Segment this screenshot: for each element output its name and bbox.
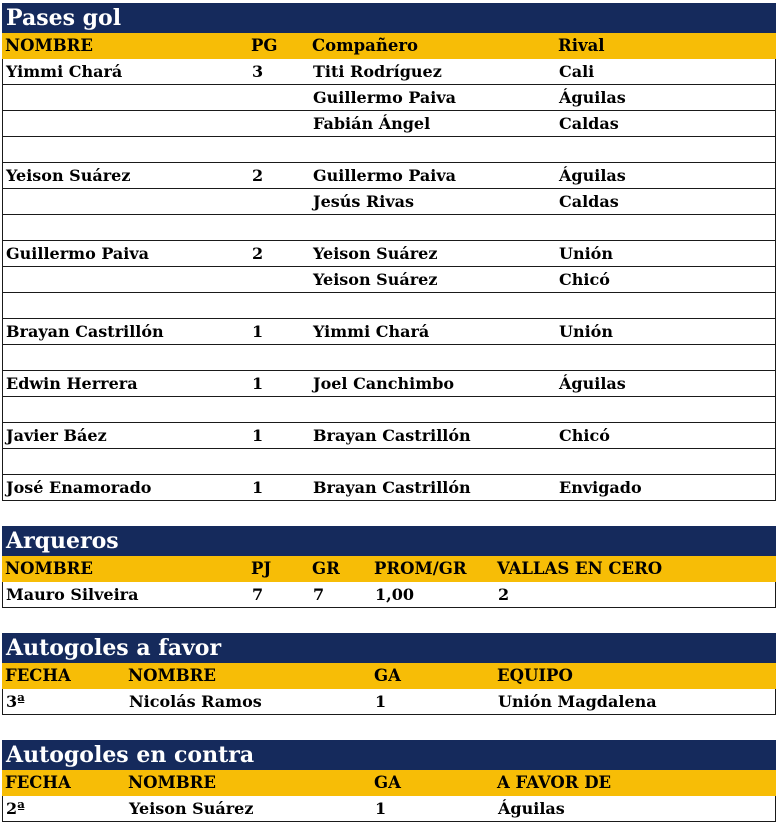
table-cell: Chicó <box>559 270 610 289</box>
table-cell: Brayan Castrillón <box>313 478 471 497</box>
column-header-nombre: NOMBRE <box>5 559 93 578</box>
table-row <box>2 319 776 345</box>
column-header-vallas-en-cero: VALLAS EN CERO <box>497 559 663 578</box>
table-row <box>2 267 776 293</box>
table-cell: Guillermo Paiva <box>313 166 457 185</box>
table-cell: Yeison Suárez <box>6 166 131 185</box>
table-cell: Nicolás Ramos <box>129 692 262 711</box>
table-cell: 1 <box>375 692 387 711</box>
table-cell: Yeison Suárez <box>313 270 438 289</box>
column-header-rival: Rival <box>558 36 605 55</box>
table-row <box>2 189 776 215</box>
table-cell: Brayan Castrillón <box>313 426 471 445</box>
table-cell: Guillermo Paiva <box>313 88 457 107</box>
column-header-nombre: NOMBRE <box>128 773 216 792</box>
table-cell: 1 <box>375 799 387 818</box>
table-cell: José Enamorado <box>6 478 152 497</box>
table-cell: Envigado <box>559 478 642 497</box>
table-cell: 1 <box>252 322 264 341</box>
table-cell: Unión <box>559 244 613 263</box>
table-cell: Yimmi Chará <box>313 322 430 341</box>
table-row <box>2 423 776 449</box>
header-row <box>2 33 776 59</box>
table-row <box>2 85 776 111</box>
table-cell: Yeison Suárez <box>129 799 254 818</box>
table-cell: 3 <box>252 62 264 81</box>
table-cell: Javier Báez <box>6 426 107 445</box>
section-title: Pases gol <box>2 3 776 33</box>
header-row <box>2 663 776 689</box>
table-cell: 2 <box>498 585 510 604</box>
table-row <box>2 689 776 715</box>
column-header-gr: GR <box>312 559 340 578</box>
table-cell: Águilas <box>559 166 626 185</box>
table-row <box>2 111 776 137</box>
autogoles-contra-table <box>2 740 776 822</box>
table-cell: Brayan Castrillón <box>6 322 164 341</box>
table-cell: Unión <box>559 322 613 341</box>
table-cell: 2 <box>252 244 264 263</box>
table-cell: Titi Rodríguez <box>313 62 442 81</box>
table-cell: Águilas <box>559 88 626 107</box>
table-cell: Cali <box>559 62 595 81</box>
table-cell: Águilas <box>498 799 565 818</box>
section-title: Autogoles en contra <box>2 740 776 770</box>
column-header-prom-gr: PROM/GR <box>374 559 467 578</box>
table-cell: Fabián Ángel <box>313 114 431 133</box>
column-header-ga: GA <box>374 773 401 792</box>
table-cell: Caldas <box>559 192 619 211</box>
table-cell: Unión Magdalena <box>498 692 657 711</box>
table-cell: 1 <box>252 374 264 393</box>
table-row <box>2 397 776 423</box>
header-row <box>2 770 776 796</box>
table-row <box>2 163 776 189</box>
table-cell: 7 <box>313 585 325 604</box>
table-cell: Joel Canchimbo <box>313 374 455 393</box>
column-header-pj: PJ <box>251 559 272 578</box>
column-header-pg: PG <box>251 36 278 55</box>
header-row <box>2 556 776 582</box>
table-cell: Edwin Herrera <box>6 374 138 393</box>
table-cell: Caldas <box>559 114 619 133</box>
column-header-nombre: NOMBRE <box>5 36 93 55</box>
table-row <box>2 371 776 397</box>
table-row <box>2 137 776 163</box>
table-row <box>2 582 776 608</box>
autogoles-favor-table <box>2 633 776 715</box>
column-header-companero: Compañero <box>312 36 419 55</box>
table-row <box>2 449 776 475</box>
table-row <box>2 345 776 371</box>
column-header-a-favor-de: A FAVOR DE <box>497 773 612 792</box>
table-cell: 2 <box>252 166 264 185</box>
column-header-equipo: EQUIPO <box>497 666 573 685</box>
table-row <box>2 293 776 319</box>
table-cell: Jesús Rivas <box>313 192 415 211</box>
column-header-fecha: FECHA <box>5 773 71 792</box>
column-header-nombre: NOMBRE <box>128 666 216 685</box>
table-cell: 2ª <box>6 799 25 818</box>
table-row <box>2 215 776 241</box>
arqueros-table <box>2 526 776 608</box>
table-row <box>2 475 776 501</box>
section-title: Autogoles a favor <box>2 633 776 663</box>
table-cell: Águilas <box>559 374 626 393</box>
table-cell: Guillermo Paiva <box>6 244 150 263</box>
table-cell: 7 <box>252 585 264 604</box>
pases-gol-table <box>2 3 776 501</box>
table-cell: 1 <box>252 426 264 445</box>
table-cell: 1 <box>252 478 264 497</box>
table-row <box>2 59 776 85</box>
section-title: Arqueros <box>2 526 776 556</box>
column-header-fecha: FECHA <box>5 666 71 685</box>
table-row <box>2 796 776 822</box>
table-cell: 1,00 <box>375 585 414 604</box>
table-cell: Mauro Silveira <box>6 585 139 604</box>
table-cell: 3ª <box>6 692 25 711</box>
table-row <box>2 241 776 267</box>
column-header-ga: GA <box>374 666 401 685</box>
table-cell: Chicó <box>559 426 610 445</box>
table-cell: Yimmi Chará <box>6 62 123 81</box>
table-cell: Yeison Suárez <box>313 244 438 263</box>
